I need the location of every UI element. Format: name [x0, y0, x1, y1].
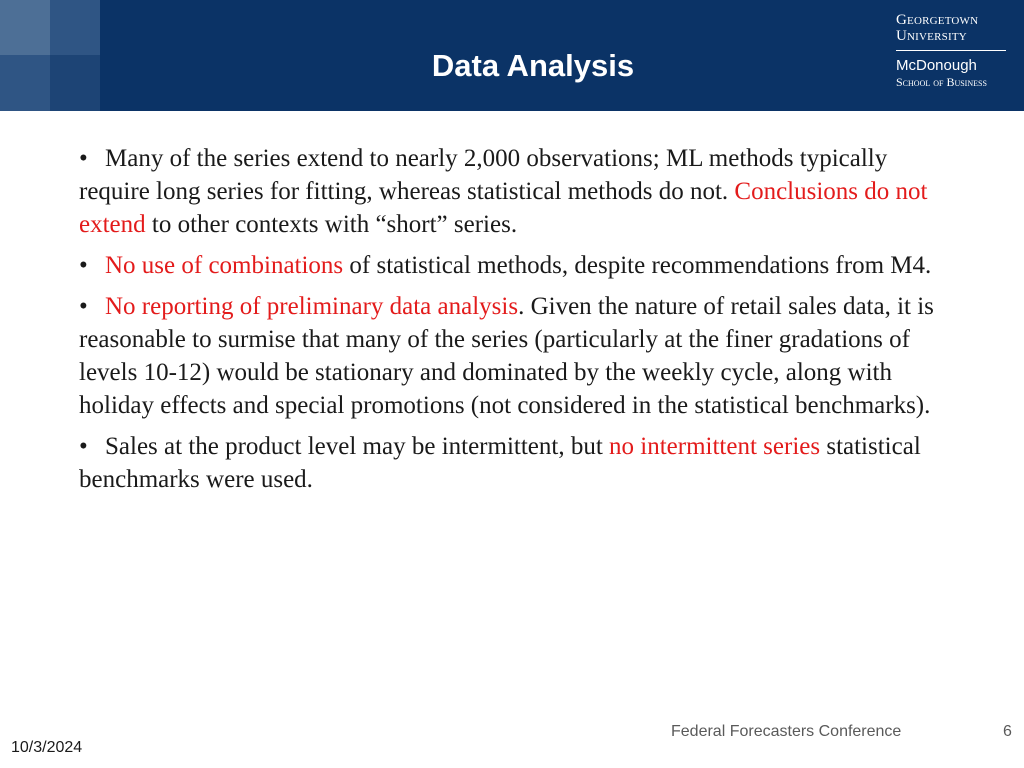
- page-number: 6: [1003, 723, 1012, 740]
- bullet-text: Many of the series extend to nearly 2,000 observations; ML methods typically require long series for fitting, whereas statistical methods do not.: [79, 145, 888, 205]
- slide-title: Data Analysis: [431, 48, 635, 83]
- logo-divider: [896, 50, 1006, 51]
- bullet-text: to other contexts with “short” series.: [145, 211, 518, 238]
- footer-date: 10/3/2024: [11, 739, 83, 756]
- bullet-item: [79, 430, 959, 496]
- decor-square: [0, 55, 50, 111]
- decor-square: [50, 0, 100, 55]
- bullet-highlight: no intermittent series: [609, 433, 821, 460]
- logo-line-school: School of Business: [896, 75, 987, 89]
- header-bar: [0, 0, 1024, 111]
- logo-line-mcdonough: McDonough: [896, 57, 977, 74]
- bullet-icon: •: [79, 433, 88, 460]
- logo-line-university: University: [896, 28, 967, 44]
- bullet-text: of statistical methods, despite recommendations from M4.: [343, 252, 932, 279]
- footer-conference: Federal Forecasters Conference: [671, 723, 902, 740]
- bullet-highlight: No reporting of preliminary data analysis: [105, 293, 519, 320]
- bullet-highlight: Conclusions do not extend: [79, 178, 928, 238]
- bullet-item: [79, 290, 959, 422]
- bullet-icon: •: [79, 145, 88, 172]
- university-logo: [896, 12, 1011, 89]
- bullet-item: [79, 249, 959, 282]
- bullet-icon: •: [79, 252, 88, 279]
- decor-square: [0, 0, 50, 55]
- bullet-item: [79, 142, 959, 241]
- bullet-highlight: No use of combinations: [105, 252, 344, 279]
- bullet-icon: •: [79, 293, 88, 320]
- bullet-text: . Given the nature of retail sales data, it is reasonable to surmise that many of the series (particularly at the finer gradations of levels 10-12) would be stationary and dominated by the weekly cycle, along with holiday effects and special promotions (not considered in the statistical benchmarks).: [79, 293, 934, 419]
- bullet-text: statistical benchmarks were used.: [79, 433, 921, 493]
- bullet-text: Sales at the product level may be intermittent, but: [105, 433, 610, 460]
- bullet-list: [79, 142, 959, 504]
- logo-line-georgetown: Georgetown: [896, 12, 979, 28]
- decor-square: [50, 55, 100, 111]
